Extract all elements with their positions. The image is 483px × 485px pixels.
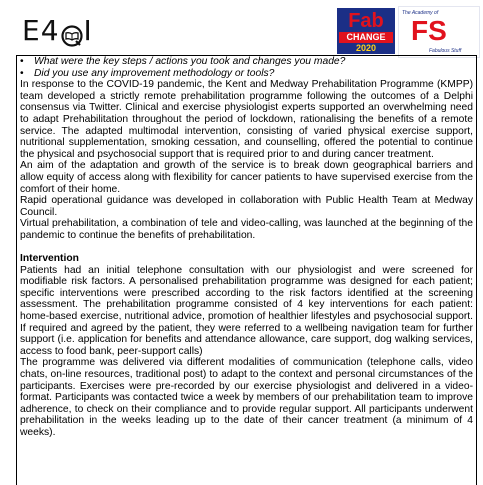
fabulous-stuff-logo bbox=[398, 6, 480, 58]
document-body bbox=[20, 56, 473, 439]
logo-text-right: I bbox=[83, 14, 93, 47]
fab-logo-word: Fab bbox=[348, 10, 384, 32]
paragraph: Virtual prehabilitation, a combination of tele and video-calling, was launched at the beginning of the pandemic to continue the benefits of prehabilitation. bbox=[20, 218, 473, 241]
paragraph: In response to the COVID-19 pandemic, the Kent and Medway Prehabilitation Programme (KMPP) team developed a strictly remote prehabilitation programme following the outcomes of a Delphi consensus via Twitter. Clinical and exercise physiologist experts supported an overwhelming need to adapt Prehabilitation throughout the period of lockdown, rationalising the benefits of a remote service. The adapted multimodal intervention, consisting of varied physical exercise support, nutritional supplementation, smoking cessation, and counselling, offered the potential to continue the physical and psychosocial support that is required prior to and during cancer treatment. bbox=[20, 79, 473, 160]
question-text: What were the key steps / actions you took and changes you made? bbox=[34, 56, 346, 67]
fab-logo-change: CHANGE bbox=[339, 32, 393, 43]
open-book-icon bbox=[61, 21, 83, 43]
fs-logo-letters: FS bbox=[411, 15, 447, 46]
fab-logo-year: 2020 bbox=[355, 43, 377, 53]
logo-text-left: E4 bbox=[22, 14, 60, 47]
e4qi-logo bbox=[22, 14, 93, 47]
paragraph: Patients had an initial telephone consultation with our physiologist and were screened for modifiable risk factors. A personalised prehabilitation programme was designed for each patient; specific interventions were prescribed according to the risk factors identified at the screening assessment. The prehabilitation programme consisted of 4 key interventions for each patient: home-based exercise, nutritional advice, promotion of healthier lifestyles and psychosocial support. If required and agreed by the patient, they were referred to a wellbeing navigation team for further support (i.e. application for benefits and attendance allowance, care support, dog walking services, access to food bank, peer-support calls) bbox=[20, 264, 473, 357]
spacer bbox=[20, 242, 473, 254]
paragraph: An aim of the adaptation and growth of the service is to break down geographical barriers and allow equity of access along with flexibility for cancer patients to have supervised exercise from the comfort of their home. bbox=[20, 160, 473, 195]
section-heading: Intervention bbox=[20, 253, 79, 265]
question-bullet bbox=[20, 56, 473, 68]
bullet-icon: • bbox=[20, 67, 24, 79]
paragraph: Rapid operational guidance was developed in collaboration with Public Health Team at Medway Council. bbox=[20, 195, 473, 218]
question-bullet bbox=[20, 68, 473, 80]
fab-change-logo bbox=[337, 8, 395, 54]
page-header bbox=[0, 0, 483, 56]
fs-logo-bottom-text: Fabulous Stuff bbox=[429, 48, 462, 54]
paragraph: The programme was delivered via different modalities of communication (telephone calls, video chats, on-line resources, traditional post) to adapt to the context and personal circumstances of the participants. Exercises were pre-recorded by our exercise physiologist and delivered in a video-format. Participants was contacted twice a week by members of our prehabilitation team to improve adherence, to check on their compliance and to provide regular support. All participants underwent prehabilitation in the weeks leading up to the date of their cancer treatment (a minimum of 4 weeks). bbox=[20, 357, 473, 438]
question-text: Did you use any improvement methodology or tools? bbox=[34, 67, 275, 79]
bullet-icon: • bbox=[20, 56, 24, 67]
fs-logo-top-text: The Academy of bbox=[402, 10, 439, 16]
